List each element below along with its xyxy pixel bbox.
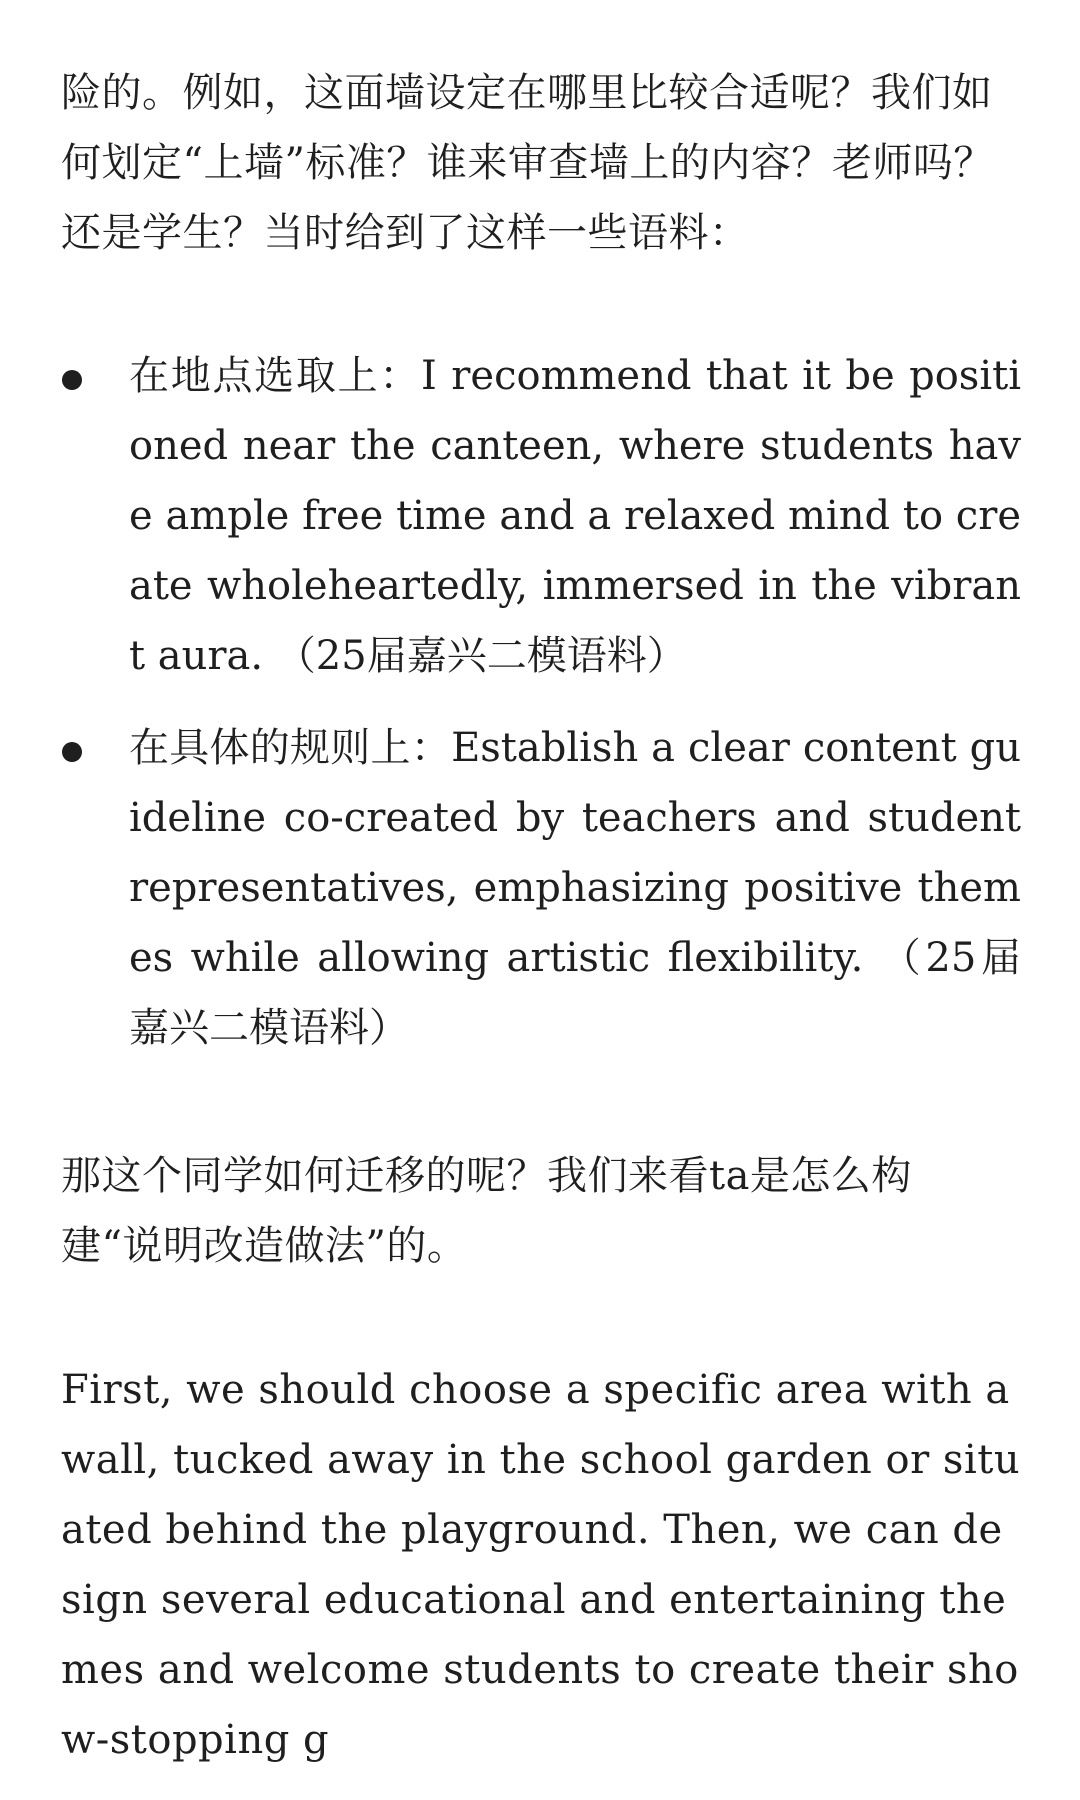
- list-item-text: 在地点选取上：I recommend that it be positioned near the canteen, where students have ample free time and a relaxed mind to create wholeheartedly, immersed in the vibrant aura. （25届嘉兴二模语料）: [129, 353, 1021, 679]
- list-item-text: 在具体的规则上：Establish a clear content guideline co-created by teachers and student representatives, emphasizing positive themes while allowing artistic flexibility. （25届嘉兴二模语料）: [129, 725, 1021, 1051]
- list-item: [61, 341, 1021, 691]
- article-body: [61, 58, 1021, 1775]
- bullet-dot-icon: [62, 370, 82, 390]
- intro-paragraph: 险的。例如，这面墙设定在哪里比较合适呢？我们如何划定“上墙”标准？谁来审查墙上的内容？老师吗？还是学生？当时给到了这样一些语料：: [61, 70, 994, 256]
- transition-paragraph: 那这个同学如何迁移的呢？我们来看ta是怎么构建“说明改造做法”的。: [61, 1153, 912, 1269]
- corpus-list: [61, 341, 1021, 1063]
- list-item: [61, 713, 1021, 1063]
- example-paragraph: First, we should choose a specific area with a wall, tucked away in the school garden or situated behind the playground. Then, we can design several educational and entertaining themes and welcome students to create their show-stopping g: [61, 1367, 1021, 1763]
- bullet-dot-icon: [62, 742, 82, 762]
